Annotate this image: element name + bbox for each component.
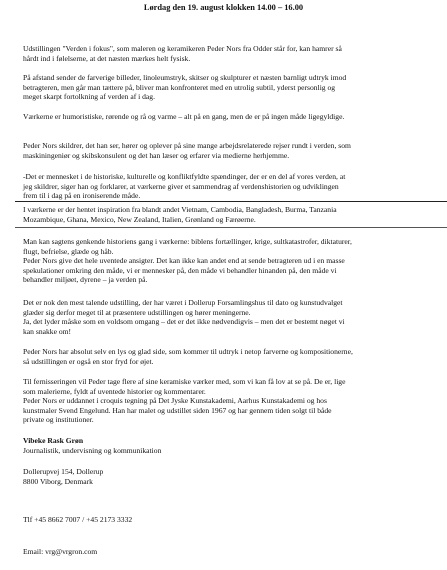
- text-line: hårdt ind i følelserne, at det næsten mærkes helt fysisk.: [23, 53, 191, 63]
- text-line: Peder Nors skildrer, det han ser, hører og oplever på sine mange arbejdsrelaterede rejser rundt i verden, som: [23, 141, 351, 150]
- text-line: jeg skildrer, siger han og forklarer, at værkerne giver et sammendrag af verdenshistorien og udviklingen: [23, 181, 339, 191]
- text-line: som malerierne, fyldt af uventede historier og kommentarer.: [23, 386, 206, 396]
- text-line: Mozambique, Ghana, Mexico, New Zealand, Italien, Grønland og Færøerne.: [23, 214, 256, 224]
- paragraph-intro: [23, 44, 443, 63]
- paragraph-inspiration: [23, 205, 443, 224]
- text-line: Man kan sagtens genkende historiens gang i værkerne: biblens fortællinger, krige, sultkatastrofer, diktaturer,: [23, 237, 352, 246]
- text-line: betragteren, men går man tættere på, bliver man konfronteret med en utrolig subtil, yderst personlig og: [23, 82, 336, 92]
- text-line: -Det er mennesket i de historiske, kulturelle og konfliktfyldte spændinger, der er en del af vores verden, at: [23, 172, 346, 181]
- paragraph-character: [23, 112, 443, 122]
- text-line: private og institutioner.: [23, 415, 94, 425]
- text-line: På afstand sender de farverige billeder, linoleumstryk, skitser og skulpturer et næsten barnligt udtryk imod: [23, 73, 347, 82]
- paragraph-travels: [23, 141, 443, 160]
- text-line: kunstmaler Svend Engelund. Han har malet og udstillet siden 1967 og har gennem tiden solgt til både: [23, 405, 332, 415]
- email-address: Email: vrg@vrgron.com: [23, 547, 98, 556]
- paragraph-bright-side: [23, 347, 443, 366]
- paragraph-history: [23, 237, 443, 285]
- paragraph-vernissage: [23, 377, 443, 425]
- text-line: meget skarpt fortolkning af verden af i dag.: [23, 92, 156, 102]
- divider-line: [15, 201, 447, 202]
- phone-number: Tlf +45 8662 7007 / +45 2173 3332: [23, 515, 133, 524]
- author-role: Journalistik, undervisning og kommunikation: [23, 445, 162, 455]
- text-line: Det er nok den mest talende udstilling, der har været i Dollerup Forsamlingshus til dato og kunstudvalget: [23, 298, 343, 307]
- email-line: [23, 547, 443, 557]
- author-name: Vibeke Rask Grøn: [23, 436, 84, 445]
- text-line: Værkerne er humoristiske, rørende og rå og varme – alt på en gang, men de er på ingen måde ligegyldige.: [23, 112, 345, 121]
- address-city: 8800 Viborg, Denmark: [23, 476, 93, 486]
- address-street: Dollerupvej 154, Dollerup: [23, 467, 104, 476]
- text-line: Peder Nors har absolut selv en lys og glad side, som kommer til udtryk i netop farverne og kompositionerne,: [23, 347, 353, 356]
- text-line: Peder Nors er uddannet i croquis tegning på Det Jyske Kunstakademi, Aarhus Kunstakademi og hos: [23, 396, 327, 406]
- paragraph-exhibition: [23, 298, 443, 336]
- paragraph-impression: [23, 73, 443, 102]
- address-block: [23, 467, 443, 486]
- divider-line: [15, 227, 447, 228]
- text-line: Ja, det lyder måske som en voldsom omgang – det er det ikke nødvendigvis – men det er bestemt nøget vi: [23, 317, 345, 327]
- text-line: I værkerne er der hentet inspiration fra blandt andet Vietnam, Cambodia, Bangladesh, Burma, Tanzania: [23, 205, 337, 214]
- text-line: så udstillingen er også en stor fryd for øjet.: [23, 356, 154, 366]
- text-line: kan snakke om!: [23, 326, 72, 336]
- paragraph-quote: [23, 172, 443, 201]
- text-line: maskiningeniør og skibskonsulent og det han læser og erfarer via medierne herhjemme.: [23, 150, 290, 160]
- text-line: glæder sig derfor meget til at præsentere udstillingen og hører meningerne.: [23, 307, 251, 317]
- text-line: flugt, befrielse, glæde og håb.: [23, 246, 114, 256]
- signature-block: [23, 436, 443, 455]
- event-date-heading: Lørdag den 19. august klokken 14.00 – 16.00: [143, 3, 304, 12]
- text-line: Udstillingen "Verden i fokus", som maleren og keramikeren Peder Nors fra Odder står for, kan hamrer så: [23, 44, 342, 53]
- text-line: behandler miljøet, dyrene – ja verden på.: [23, 275, 148, 285]
- text-line: frem til i dag på en ironiserende måde.: [23, 191, 141, 201]
- phone-line: [23, 515, 443, 525]
- text-line: spekulationer omkring den måde, vi er mennesker på, den måde vi behandler hinanden på, den måde vi: [23, 265, 337, 275]
- text-line: Peder Nors give det hele uventede ansigter. Det kan ikke kan andet end at sende betragteren ud i en masse: [23, 256, 345, 266]
- text-line: Til fernisseringen vil Peder tage flere af sine keramiske værker med, som vi kan få lov at se på. De er, lige: [23, 377, 346, 386]
